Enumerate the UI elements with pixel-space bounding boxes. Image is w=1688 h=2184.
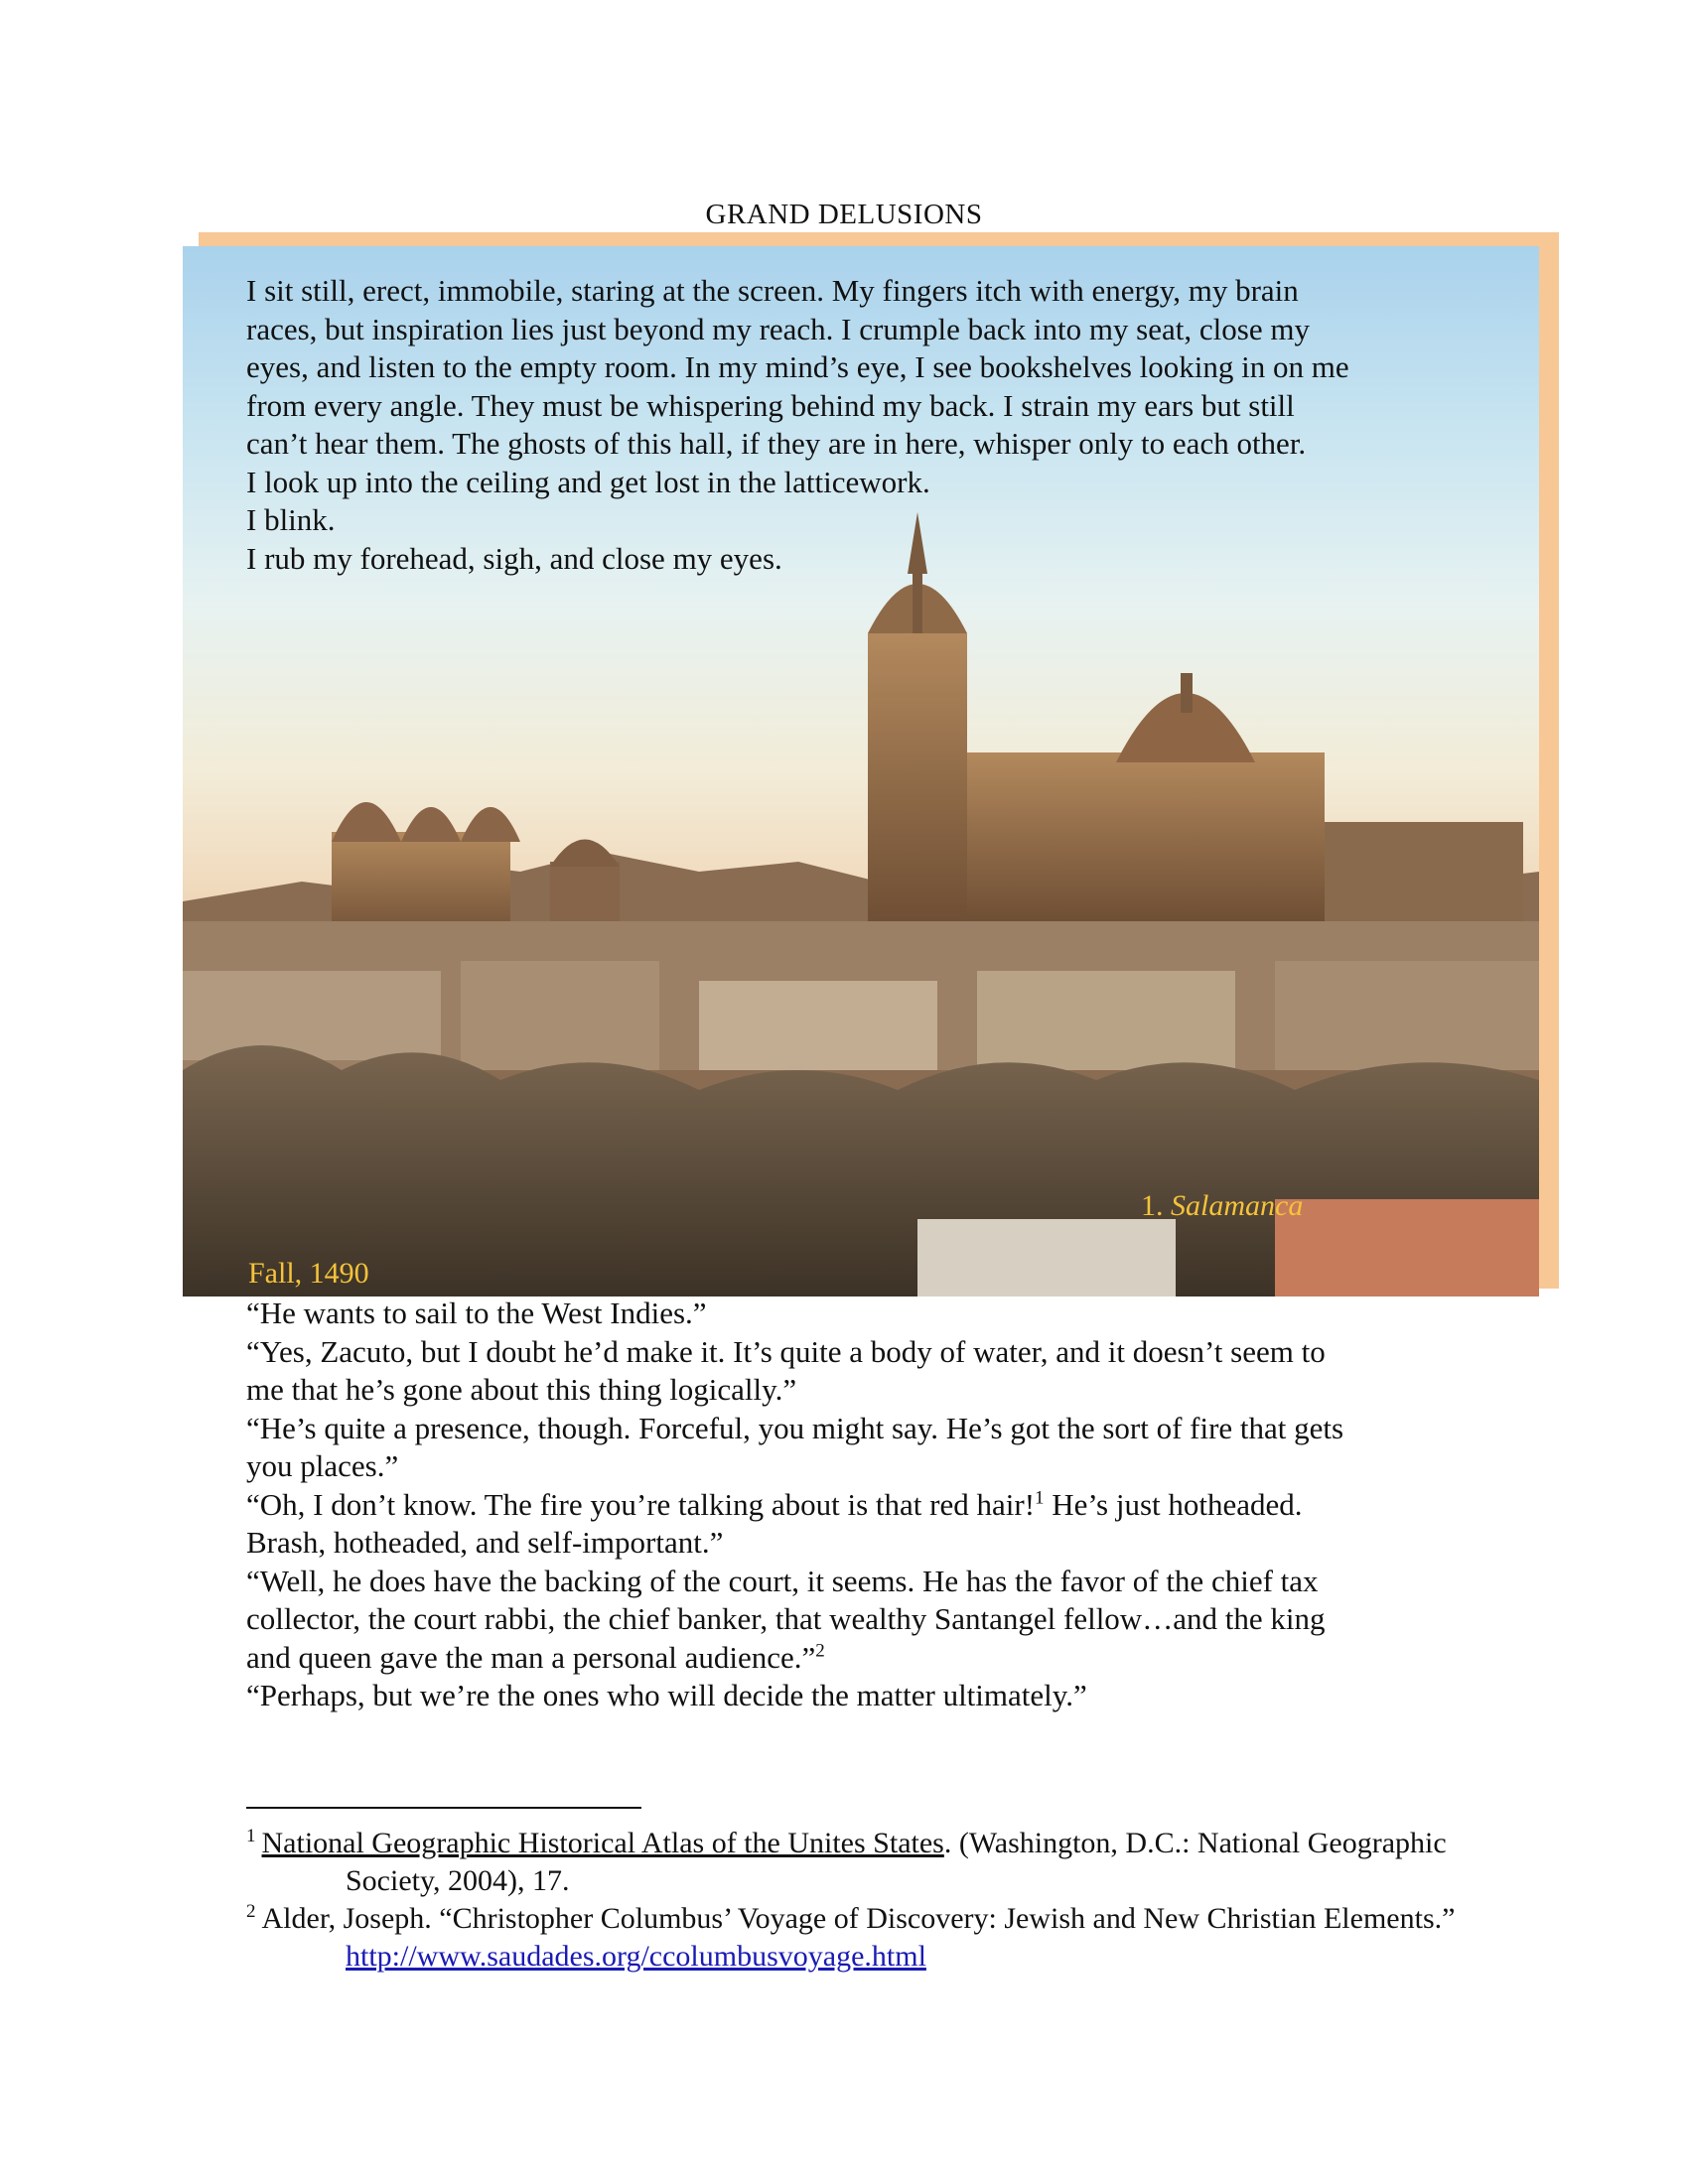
dialogue-text: “Oh, I don’t know. The fire you’re talking about is that red hair! [246,1486,1036,1522]
image-caption [1141,1189,1303,1223]
salamanca-image [183,246,1539,1297]
passage-line: I rub my forehead, sigh, and close my eyes. [246,540,782,576]
passage-line: eyes, and listen to the empty room. In my mind’s eye, I see bookshelves looking in on me [246,349,1349,384]
dialogue-text: He’s just hotheaded. [1044,1486,1303,1522]
dialogue-line: collector, the court rabbi, the chief banker, that wealthy Santangel fellow…and the king [246,1601,1326,1636]
passage-line: from every angle. They must be whispering behind my back. I strain my ears but still [246,387,1295,423]
footnote-mark: 2 [246,1901,256,1922]
footnote-link[interactable]: http://www.saudades.org/ccolumbusvoyage.html [346,1940,926,1973]
dialogue-line: me that he’s gone about this thing logically.” [246,1372,797,1407]
date-label: Fall, 1490 [248,1257,369,1290]
dialogue-line [246,1639,1448,1678]
footnote-separator [246,1807,641,1809]
footnote-1 [246,1825,1458,1900]
dialogue-line [246,1486,1448,1525]
footnote-ref-2[interactable]: 2 [815,1640,825,1662]
footnote-title: National Geographic Historical Atlas of the Unites States [261,1827,944,1859]
dialogue-line: “Well, he does have the backing of the court, it seems. He has the favor of the chief tax [246,1563,1319,1598]
dialogue-line: Brash, hotheaded, and self-important.” [246,1525,724,1560]
dialogue-line: “He wants to sail to the West Indies.” [246,1296,707,1330]
footnote-text: Alder, Joseph. “Christopher Columbus’ Voyage of Discovery: Jewish and New Christian Elements.” [261,1902,1456,1935]
passage-line: I blink. [246,502,336,537]
caption-place: Salamanca [1171,1189,1304,1222]
passage-line: races, but inspiration lies just beyond my reach. I crumple back into my seat, close my [246,311,1310,346]
dialogue-line: “He’s quite a presence, though. Forceful, you might say. He’s got the sort of fire that gets [246,1410,1344,1445]
footnote-2 [246,1900,1458,1976]
passage-line: can’t hear them. The ghosts of this hall, if they are in here, whisper only to each other. [246,426,1307,461]
dialogue-line: “Yes, Zacuto, but I doubt he’d make it. It’s quite a body of water, and it doesn’t seem to [246,1333,1326,1369]
dialogue-line: you places.” [246,1448,399,1483]
footnotes [246,1825,1458,1976]
dialogue-section [246,1295,1448,1715]
passage-line: I look up into the ceiling and get lost in the latticework. [246,464,930,499]
dialogue-text: and queen gave the man a personal audience.” [246,1639,816,1675]
caption-number: 1. [1141,1189,1164,1222]
footnote-text: . (Washington, D.C.: National Geographic Society, 2004), 17. [346,1827,1447,1897]
page-title: GRAND DELUSIONS [705,199,983,230]
footnote-ref-1[interactable]: 1 [1035,1487,1045,1509]
opening-passage [246,272,1497,578]
dialogue-line: “Perhaps, but we’re the ones who will decide the matter ultimately.” [246,1678,1087,1712]
footnote-mark: 1 [246,1826,256,1846]
passage-line: I sit still, erect, immobile, staring at the screen. My fingers itch with energy, my brain [246,273,1299,308]
